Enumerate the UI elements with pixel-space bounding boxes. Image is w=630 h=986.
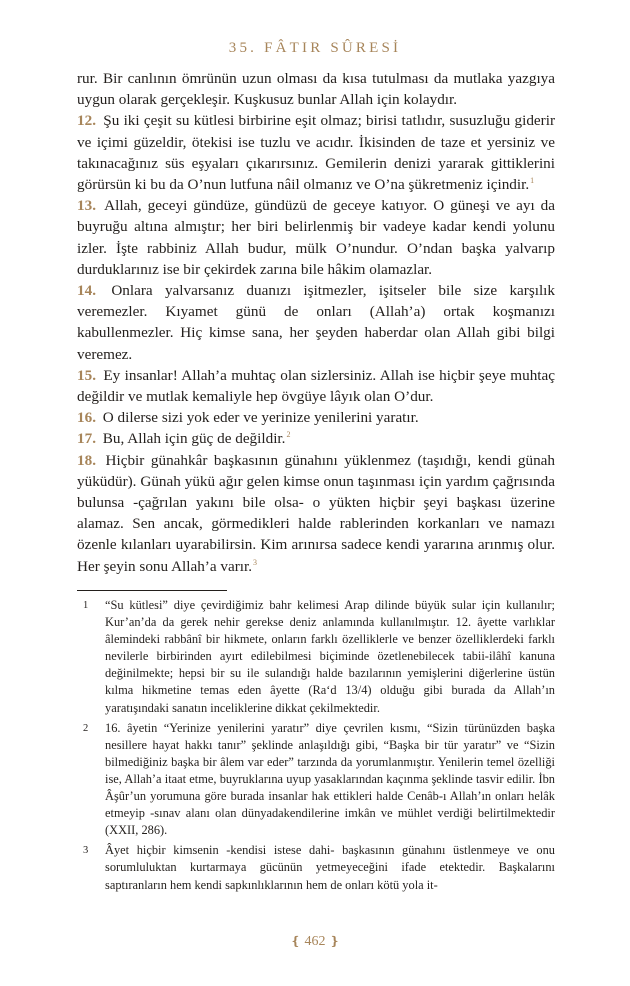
footnote-text: 16. âyetin “Yerinize yenilerini yaratır” diye çevrilen kısmı, “Sizin türünüzden başka nesillere hayat hakkı tanır” şeklinde anlaşıldığı gibi, “Başka bir tür yaratır” ve “Sizin bilmediğiniz başka bir âlem var eder” tarzında da yorumlanmıştır. Yenilerin temel özelliği ise, Allah’a itaat etme, buyruklarına uyup yasaklarından kaçınma şeklinde tasvir edilir. İbn Âşûr’un yorumuna göre burada insanlar hak ettikleri halde Cenâb-ı Allah’ın onları helâk etmeyip -sınav alanı olan dünyadakendilerine imkân ve mühlet verdiği belirtilmektedir (XXII, 286). bbox=[105, 720, 555, 838]
footnotes bbox=[77, 597, 555, 897]
footnote-number: 2 bbox=[83, 722, 89, 734]
verse-number: 15. bbox=[77, 366, 96, 384]
verse-body bbox=[77, 68, 555, 577]
footnote-text: Âyet hiçbir kimsenin -kendisi istese dahi- başkasının günahını üstlenmeye ve onu sorumluluktan kurtarmaya gücünün yetmeyeceğini ifade etektedir. Başkalarını saptıranların hem kendi sapkınlıklarının hem de onları kötü yola it- bbox=[105, 843, 555, 892]
verse-text: Şu iki çeşit su kütlesi birbirine eşit olmaz; birisi tatlıdır, susuzluğu giderir ve içimi güzeldir, ötekisi ise tuzlu ve acıdır. İkisinden de taze et yersiniz ve takınacağınız süs eşyaları çıkarırsınız. Gemilerin denizi yararak gittiklerini görürsün ki bu da O’nun lutfuna nâil olmanız ve O’na şükretmeniz içindir. bbox=[77, 112, 555, 194]
verse-text: Onlara yalvarsanız duanızı işitmezler, işitseler bile size karşılık veremezler. Kıyamet günü de onları (Allah’a) ortak koşmanızı kabullenmezler. Hiç kimse sana, her şeyden haberdar olan Allah gibi bilgi veremez. bbox=[77, 282, 555, 363]
footnote-number: 3 bbox=[83, 845, 89, 857]
footnote-3 bbox=[77, 842, 555, 893]
verse-12 bbox=[77, 110, 555, 195]
verse-16 bbox=[77, 407, 555, 428]
verse-text: O dilerse sizi yok eder ve yerinize yenilerini yaratır. bbox=[102, 409, 419, 427]
verse-number: 16. bbox=[77, 409, 96, 427]
footnote-number: 1 bbox=[83, 600, 89, 611]
footnote-2 bbox=[77, 720, 555, 840]
verse-text: Ey insanlar! Allah’a muhtaç olan sizlersiniz. Allah ise hiçbir şeye muhtaç değildir ve mutlak kemaliyle hep övgüye lâyık olan O’dur. bbox=[77, 366, 555, 406]
page-footer bbox=[0, 934, 630, 950]
footnote-marker[interactable]: 3 bbox=[253, 557, 258, 567]
verse-17 bbox=[77, 428, 555, 449]
verse-text: rur. Bir canlının ömrünün uzun olması da kısa tutulması da mutlaka yazgıya uygun olarak gerçekleşir. Kuşkusuz bunlar Allah için kolaydır. bbox=[77, 70, 555, 109]
footnote-marker[interactable]: 1 bbox=[530, 175, 535, 185]
verse-number: 13. bbox=[77, 197, 96, 215]
verse-14 bbox=[77, 280, 555, 365]
page-header: 35. FÂTIR SÛRESİ bbox=[228, 40, 402, 56]
page-number: 462 bbox=[304, 934, 326, 949]
ornament-left-icon: ❴ bbox=[290, 934, 301, 948]
verse-text: Bu, Allah için güç de değildir. bbox=[102, 430, 286, 448]
verse-number: 18. bbox=[77, 451, 96, 469]
verse-text: Hiçbir günahkâr başkasının günahını yüklenmez (taşıdığı, kendi günah yüküdür). Günah yükü ağır gelen kimse onun taşınması için yardım çağrısında bulunsa -çağrılan yakını bile olsa- o yükten hiçbir şeyi başkası üzerine alamaz. Sen ancak, görmedikleri halde rablerinden korkanları ve namazı özenle kılanları uyarabilirsin. Kim arınırsa sadece kendi yararına arınmış olur. Her şeyin sonu Allah’a varır. bbox=[77, 451, 555, 575]
ornament-right-icon: ❵ bbox=[329, 934, 340, 948]
verse-continuation bbox=[77, 68, 555, 110]
verse-15 bbox=[77, 365, 555, 407]
verse-number: 12. bbox=[77, 112, 96, 130]
verse-text: Allah, geceyi gündüze, gündüzü de geceye katıyor. O güneşi ve ayı da buyruğu altına almıştır; her biri belirlenmiş bir vadeye kadar kendi yolunu izler. İşte rabbiniz Allah budur, mülk O’nundur. O’ndan başka yalvarıp durduklarınız ise bir çekirdek zarına bile hâkim olamazlar. bbox=[77, 197, 555, 278]
verse-number: 17. bbox=[77, 430, 96, 448]
footnote-divider bbox=[77, 590, 227, 591]
verse-13 bbox=[77, 195, 555, 280]
footnote-marker[interactable]: 2 bbox=[286, 430, 291, 440]
footnote-text: “Su kütlesi” diye çevirdiğimiz bahr kelimesi Arap dilinde büyük sular için kullanılır; Kur’an’da da gerek nehir gerekse deniz anlamında kullanılmıştır. 12. âyette varlıklar âlemindeki rabbânî bir hikmete, onların farklı özelliklerle ve benzer özelliklerdeki farklı nevilerle birbirinden ayırt edilebilmesi biçiminde özetlenebilecek tabii-ilâhî kanuna değinilmekte; hepsi bir su ile sulandığı halde bazılarının yemişlerini diğerlerine üstün kılma hikmetine temas eden âyette (Ra‘d 13/4) olduğu gibi burada da Allah’ın yaratışındaki sanatın inceliklerine dikkat çekilmektedir. bbox=[105, 598, 555, 715]
footnote-1 bbox=[77, 597, 555, 717]
verse-number: 14. bbox=[77, 282, 96, 300]
verse-18 bbox=[77, 450, 555, 577]
